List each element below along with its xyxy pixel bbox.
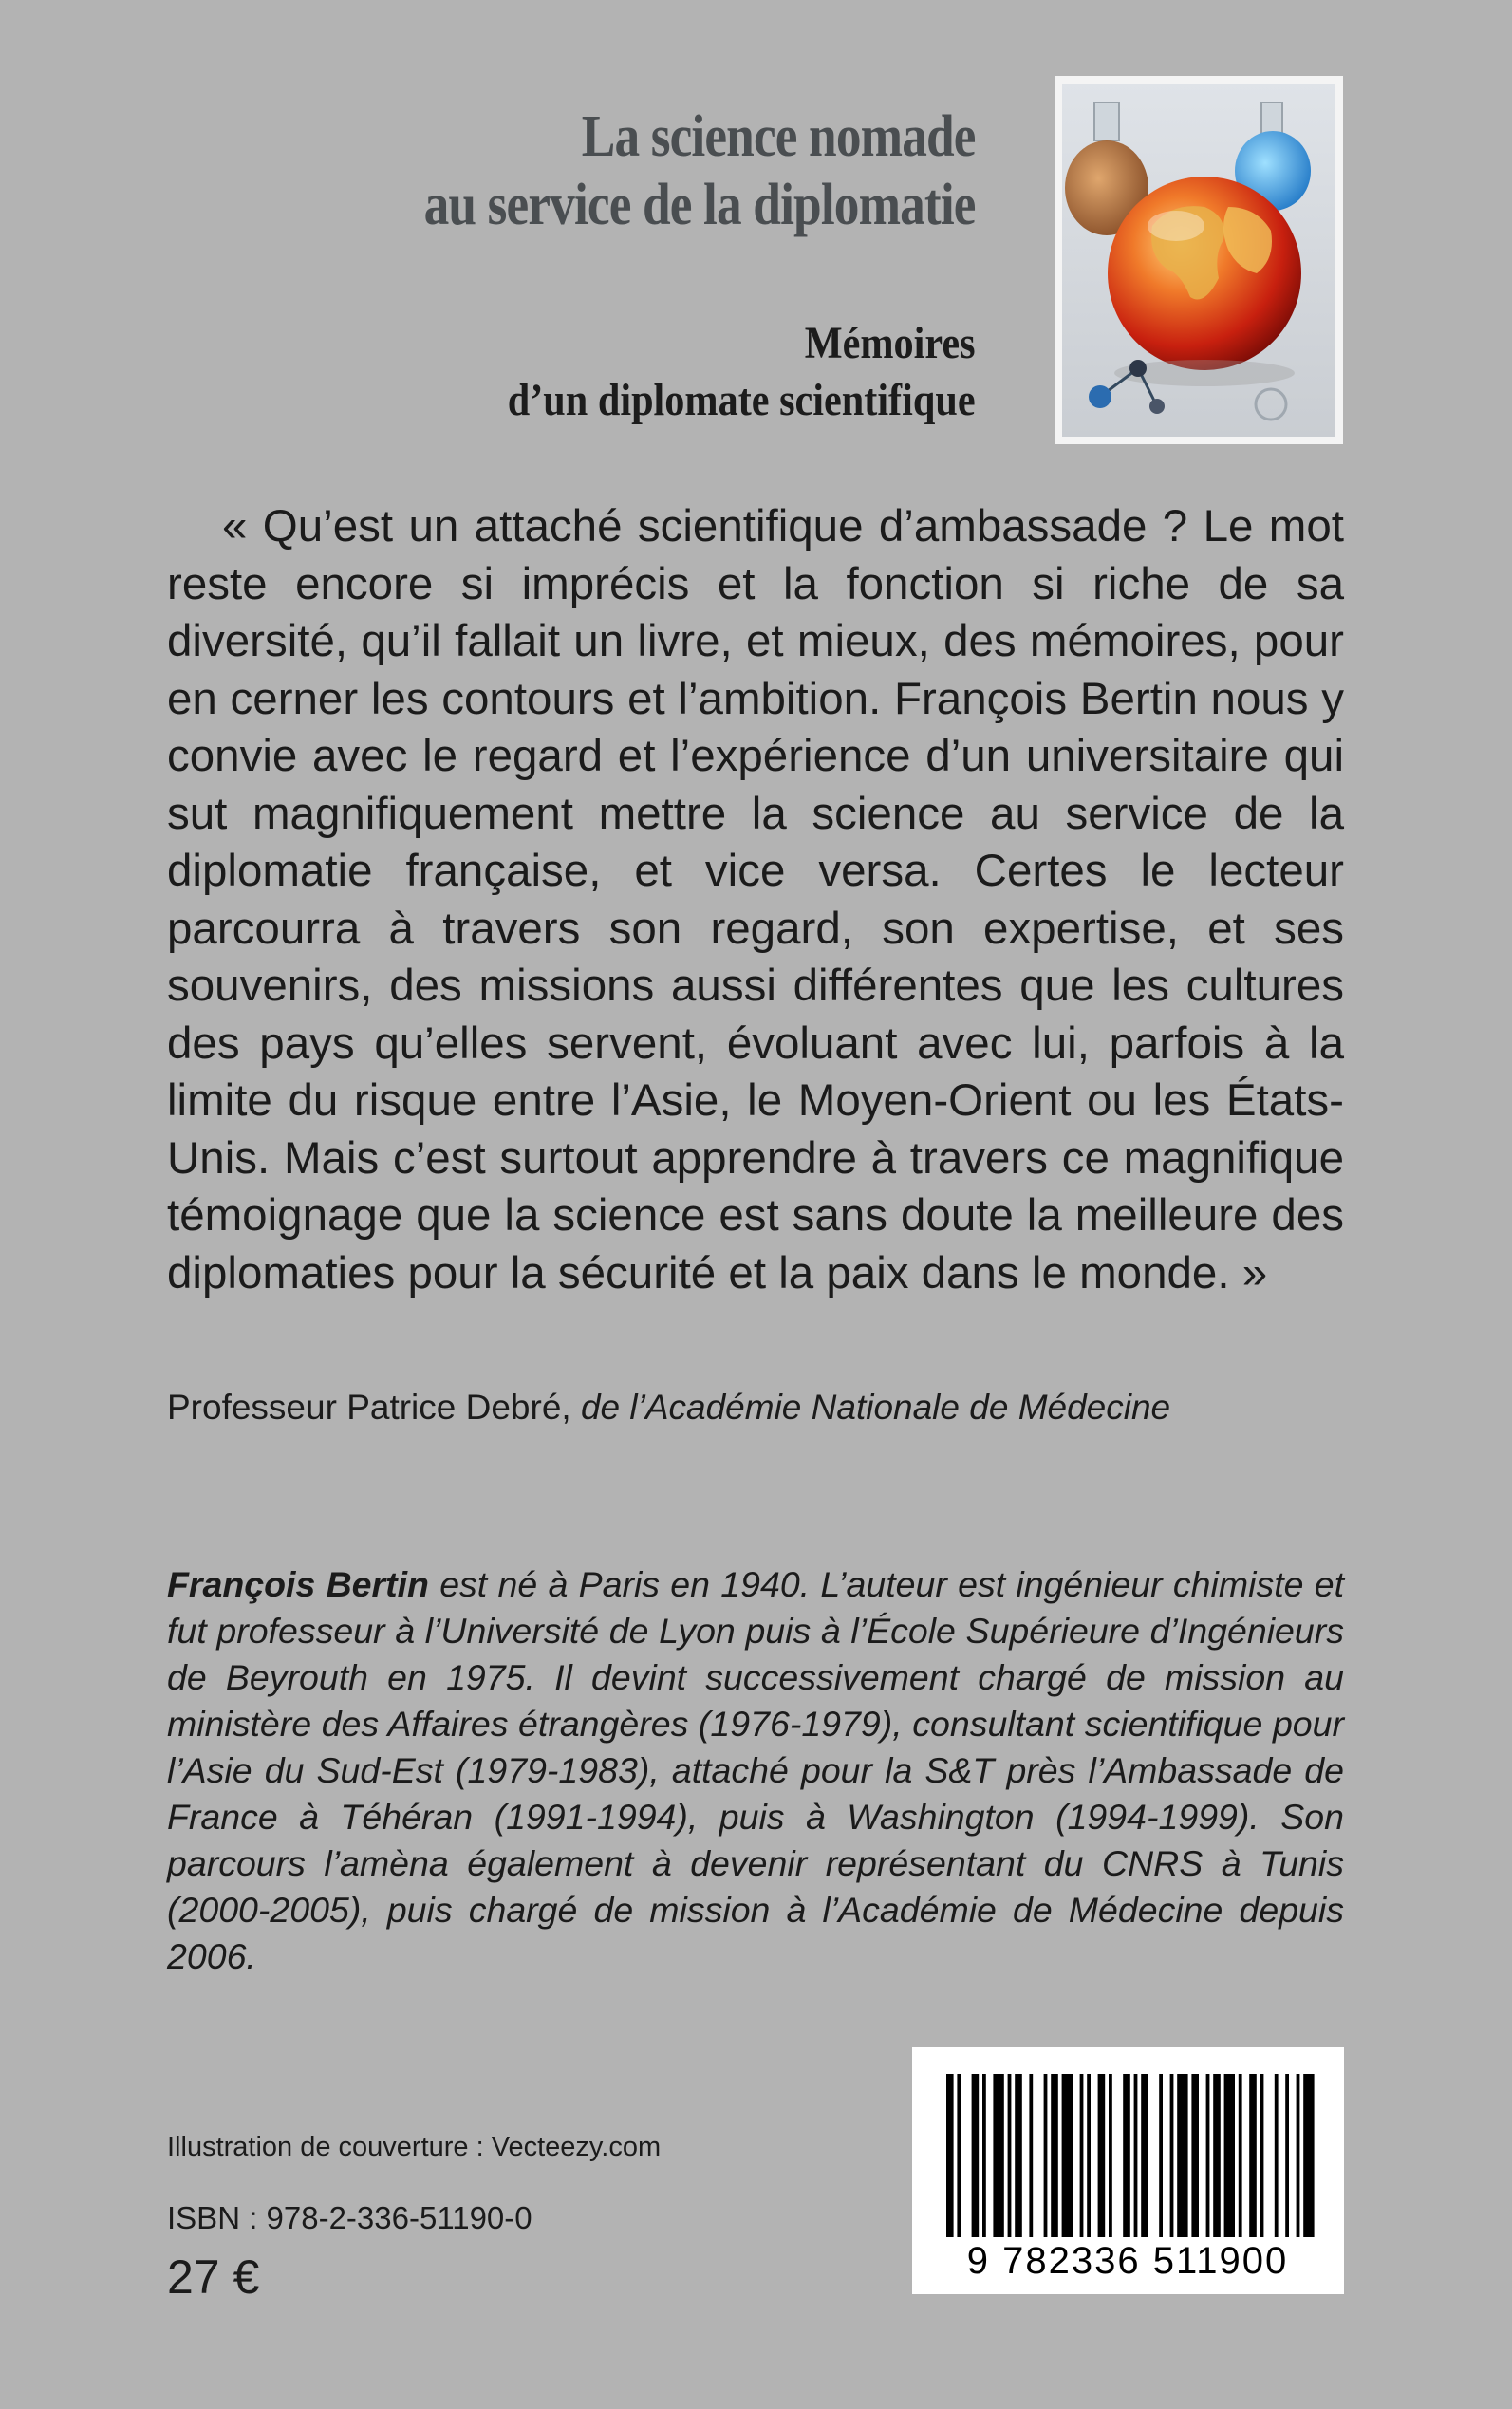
- barcode-bar: [1303, 2074, 1314, 2237]
- barcode-bar: [946, 2074, 954, 2237]
- barcode-bar: [1297, 2074, 1300, 2237]
- barcode-bar: [1249, 2074, 1257, 2237]
- cover-thumbnail: [1055, 76, 1343, 444]
- barcode: [912, 2047, 1344, 2294]
- globe-flasks-illustration: [1062, 84, 1335, 437]
- barcode-bar: [1123, 2074, 1130, 2237]
- barcode-bar: [1087, 2074, 1091, 2237]
- barcode-bar: [1015, 2074, 1022, 2237]
- barcode-bar: [1191, 2074, 1199, 2237]
- barcode-bar: [1044, 2074, 1048, 2237]
- barcode-bar: [1098, 2074, 1106, 2237]
- quote-attribution: [167, 1388, 1170, 1428]
- barcode-bar: [982, 2074, 986, 2237]
- barcode-bar: [1051, 2074, 1058, 2237]
- barcode-bar: [1206, 2074, 1210, 2237]
- barcode-bars: [946, 2074, 1315, 2237]
- book-subtitle-line-2: d’un diplomate scientifique: [508, 375, 976, 425]
- title-block: [334, 103, 976, 429]
- barcode-bar: [1134, 2074, 1138, 2237]
- barcode-bar: [1141, 2074, 1148, 2237]
- book-title-line-1: La science nomade: [582, 104, 976, 169]
- barcode-bar: [1285, 2074, 1289, 2237]
- barcode-bar: [993, 2074, 1003, 2237]
- barcode-bar: [1177, 2074, 1187, 2237]
- barcode-bar: [972, 2074, 980, 2237]
- book-subtitle-line-1: Mémoires: [805, 318, 976, 368]
- barcode-bar: [1008, 2074, 1012, 2237]
- barcode-bar: [957, 2074, 961, 2237]
- barcode-bar: [1029, 2074, 1033, 2237]
- barcode-bar: [1275, 2074, 1279, 2237]
- author-bio: [167, 1561, 1344, 1980]
- isbn: ISBN : 978-2-336-51190-0: [167, 2200, 532, 2235]
- barcode-graphic: [912, 2047, 1344, 2294]
- barcode-digits: 9 782336 511900: [966, 2240, 1289, 2282]
- attribution-title: de l’Académie Nationale de Médecine: [580, 1388, 1171, 1427]
- price: 27 €: [167, 2250, 260, 2304]
- barcode-bar: [1062, 2074, 1073, 2237]
- endorsement-quote: « Qu’est un attaché scientifique d’ambassade ? Le mot reste encore si imprécis et la fonction si riche de sa diversité, qu’il fallait un livre, et mieux, des mémoires, pour en cerner les contours et l’ambition. François Bertin nous y convie avec le regard et l’expérience d’un universitaire qui sut magnifiquement mettre la science au service de la diplomatie française, et vice versa. Certes le lecteur parcourra à travers son regard, son expertise, et ses souvenirs, des missions aussi différentes que les cultures des pays qu’elles servent, évoluant avec lui, parfois à la limite du risque entre l’Asie, le Moyen-Orient ou les États-Unis. Mais c’est surtout apprendre à travers ce magnifique témoignage que la science est sans doute la meilleure des diplomaties pour la sécurité et la paix dans le monde. »: [167, 501, 1344, 1298]
- author-name: François Bertin: [167, 1564, 429, 1604]
- barcode-bar: [1260, 2074, 1264, 2237]
- barcode-bar: [1224, 2074, 1235, 2237]
- author-bio-text: est né à Paris en 1940. L’auteur est ingénieur chimiste et fut professeur à l’Université de Lyon puis à l’École Supérieure d’Ingénieurs de Beyrouth en 1975. Il devint successivement chargé de mission au ministère des Affaires étrangères (1976-1979), consultant scientifique pour l’Asie du Sud-Est (1979-1983), attaché pour la S&T près l’Ambassade de France à Téhéran (1991-1994), puis à Washington (1994-1999). Son parcours l’amèna également à devenir représentant du CNRS à Tunis (2000-2005), puis chargé de mission à l’Académie de Médecine depuis 2006.: [167, 1564, 1345, 1976]
- book-title-line-2: au service de la diplomatie: [423, 173, 976, 237]
- barcode-bar: [1239, 2074, 1242, 2237]
- barcode-bar: [1109, 2074, 1112, 2237]
- barcode-bar: [1170, 2074, 1174, 2237]
- illustration-credit: Illustration de couverture : Vecteezy.com: [167, 2132, 662, 2162]
- barcode-bar: [1159, 2074, 1163, 2237]
- attribution-name: Professeur Patrice Debré,: [167, 1388, 581, 1427]
- barcode-bar: [1080, 2074, 1084, 2237]
- barcode-bar: [1213, 2074, 1221, 2237]
